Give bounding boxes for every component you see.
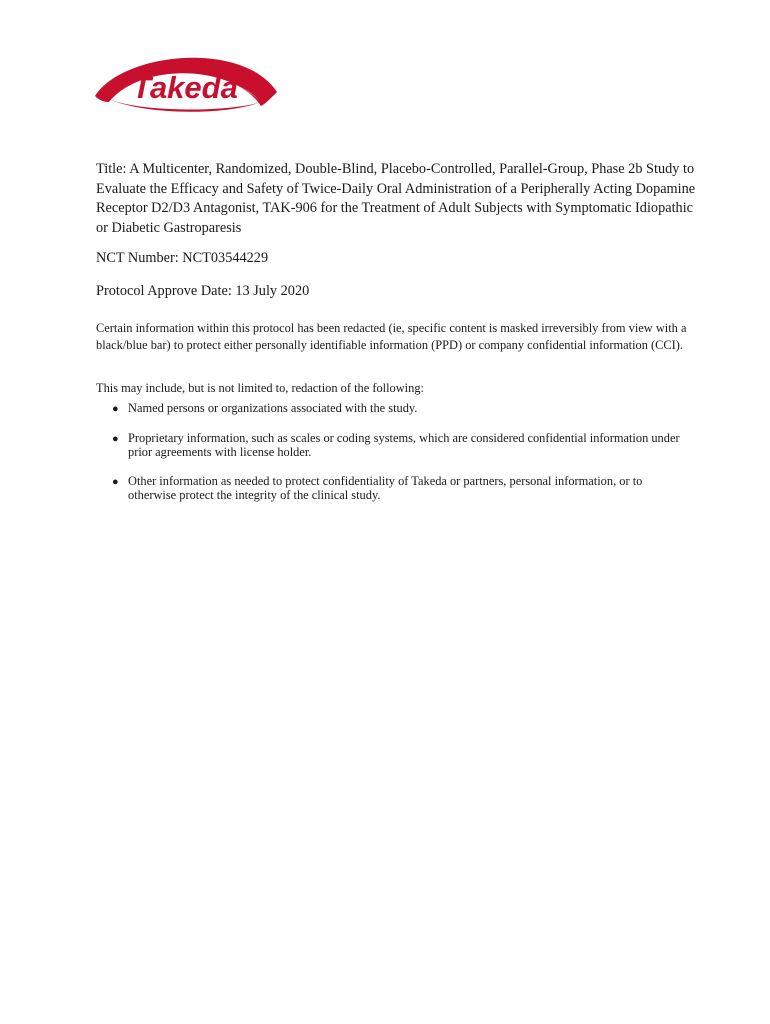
redaction-notice: Certain information within this protocol has been redacted (ie, specific content is masked irreversibly from view with a black/blue bar) to protect either personally identifiable information (PPD) or company confidential information (CCI). bbox=[96, 321, 687, 352]
takeda-logo bbox=[93, 46, 279, 112]
redaction-list-intro: This may include, but is not limited to, redaction of the following: bbox=[96, 381, 424, 395]
list-item-text: Named persons or organizations associated with the study. bbox=[128, 401, 418, 415]
takeda-logo-text: Takeda bbox=[132, 70, 238, 105]
list-item-text: Proprietary information, such as scales or coding systems, which are considered confidential information under prior agreements with license holder. bbox=[128, 431, 680, 459]
bullet-icon: ● bbox=[112, 476, 119, 488]
bullet-icon: ● bbox=[112, 403, 119, 415]
protocol-approve-date: Protocol Approve Date: 13 July 2020 bbox=[96, 283, 310, 299]
bullet-icon: ● bbox=[112, 433, 119, 445]
list-item-text: Other information as needed to protect confidentiality of Takeda or partners, personal information, or to otherwise protect the integrity of the clinical study. bbox=[128, 474, 643, 502]
nct-number: NCT Number: NCT03544229 bbox=[96, 250, 269, 266]
document-title: Title: A Multicenter, Randomized, Double-Blind, Placebo-Controlled, Parallel-Group, Phase 2b Study to Evaluate the Efficacy and Safety of Twice-Daily Oral Administration of a Peripherally Acting Dopamine Receptor D2/D3 Antagonist, TAK-906 for the Treatment of Adult Subjects with Symptomatic Idiopathic or Diabetic Gastroparesis bbox=[96, 161, 696, 236]
